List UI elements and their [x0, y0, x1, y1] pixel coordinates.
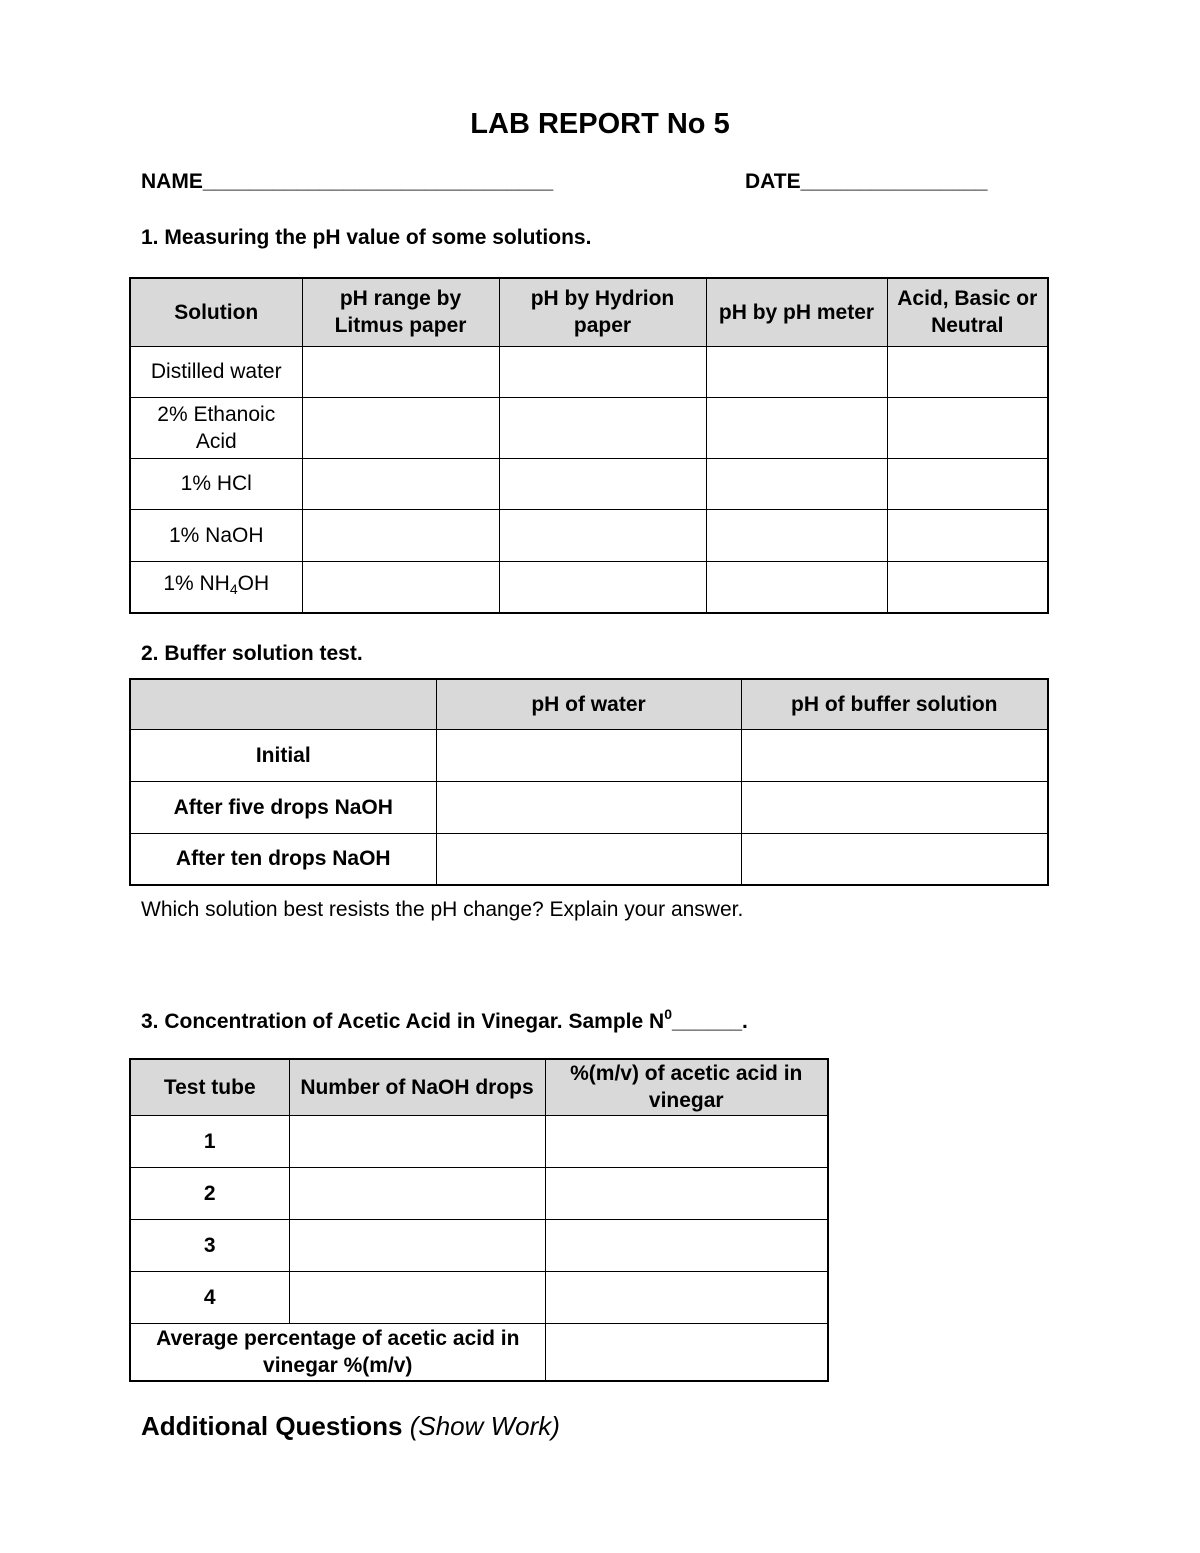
input-cell[interactable] — [302, 397, 499, 458]
row-label-nh4oh: 1% $NH_4OH$ — [130, 561, 302, 613]
col-header-ph-buffer: pH of buffer solution — [741, 679, 1048, 729]
row-label: After five drops NaOH — [130, 781, 436, 833]
input-cell[interactable] — [436, 781, 741, 833]
input-cell[interactable] — [741, 729, 1048, 781]
table-row — [130, 1167, 828, 1219]
name-label: NAME — [141, 170, 203, 193]
row-label: 3 — [130, 1219, 289, 1271]
acetic-acid-table — [129, 1058, 829, 1382]
col-header-blank — [130, 679, 436, 729]
col-header-solution: Solution — [130, 278, 302, 346]
section2-heading: 2. Buffer solution test. — [141, 642, 363, 665]
input-cell[interactable] — [706, 561, 887, 613]
input-cell[interactable] — [289, 1219, 545, 1271]
input-cell[interactable] — [499, 509, 706, 561]
input-cell[interactable] — [887, 458, 1048, 509]
table-row-average — [130, 1323, 828, 1381]
buffer-question: Which solution best resists the pH change? Explain your answer. — [141, 898, 744, 921]
show-work-note: (Show Work) — [409, 1411, 560, 1441]
input-cell[interactable] — [499, 561, 706, 613]
table-row — [130, 346, 1048, 397]
input-cell[interactable] — [302, 346, 499, 397]
date-label: DATE — [745, 170, 801, 193]
row-label: 1 — [130, 1115, 289, 1167]
input-cell[interactable] — [302, 509, 499, 561]
input-cell[interactable] — [706, 509, 887, 561]
col-header-hydrion: pH by Hydrion paper — [499, 278, 706, 346]
section1-heading: 1. Measuring the pH value of some solutions. — [141, 226, 592, 249]
input-cell[interactable] — [436, 833, 741, 885]
input-cell[interactable] — [499, 397, 706, 458]
ph-measurement-table — [129, 277, 1049, 614]
table-row — [130, 561, 1048, 613]
row-label: 2% Ethanoic Acid — [130, 397, 302, 458]
name-blank[interactable]: ______________________________ — [202, 170, 554, 193]
col-header-acid-basic: Acid, Basic or Neutral — [887, 278, 1048, 346]
input-cell[interactable] — [545, 1167, 828, 1219]
input-cell[interactable] — [545, 1115, 828, 1167]
input-cell[interactable] — [289, 1167, 545, 1219]
table-row — [130, 509, 1048, 561]
table-row — [130, 833, 1048, 885]
input-cell[interactable] — [545, 1271, 828, 1323]
table-header-row — [130, 278, 1048, 346]
input-cell[interactable] — [741, 833, 1048, 885]
input-cell[interactable] — [499, 458, 706, 509]
input-cell[interactable] — [289, 1271, 545, 1323]
table-row — [130, 397, 1048, 458]
table-row — [130, 1219, 828, 1271]
section3-heading: 3. Concentration of Acetic Acid in Vinegar. Sample $N^0\_\_\_\_\_\_$. — [141, 1006, 748, 1033]
input-cell[interactable] — [887, 397, 1048, 458]
input-cell[interactable] — [887, 346, 1048, 397]
additional-questions-heading: Additional Questions (Show Work) — [141, 1411, 560, 1441]
col-header-test-tube: Test tube — [130, 1059, 289, 1115]
date-blank[interactable]: ________________ — [800, 170, 988, 193]
col-header-ph-meter: pH by pH meter — [706, 278, 887, 346]
average-label: Average percentage of acetic acid in vinegar %(m/v) — [130, 1323, 545, 1381]
col-header-naoh-drops: Number of NaOH drops — [289, 1059, 545, 1115]
input-cell[interactable] — [706, 397, 887, 458]
input-cell[interactable] — [499, 346, 706, 397]
input-cell[interactable] — [545, 1219, 828, 1271]
row-label: Initial — [130, 729, 436, 781]
table-row — [130, 458, 1048, 509]
row-label: Distilled water — [130, 346, 302, 397]
input-cell[interactable] — [706, 458, 887, 509]
table-header-row — [130, 1059, 828, 1115]
table-row — [130, 729, 1048, 781]
input-cell[interactable] — [706, 346, 887, 397]
input-cell[interactable] — [436, 729, 741, 781]
buffer-test-table — [129, 678, 1049, 886]
row-label: 1% NaOH — [130, 509, 302, 561]
row-label: 4 — [130, 1271, 289, 1323]
date-field[interactable] — [745, 170, 987, 194]
col-header-percent-acetic: %(m/v) of acetic acid in vinegar — [545, 1059, 828, 1115]
input-cell[interactable] — [741, 781, 1048, 833]
table-row — [130, 1115, 828, 1167]
table-row — [130, 1271, 828, 1323]
table-row — [130, 781, 1048, 833]
table-header-row — [130, 679, 1048, 729]
row-label: After ten drops NaOH — [130, 833, 436, 885]
col-header-litmus: pH range by Litmus paper — [302, 278, 499, 346]
input-cell[interactable] — [302, 458, 499, 509]
input-cell[interactable] — [545, 1323, 828, 1381]
name-field[interactable] — [141, 170, 553, 194]
page-title: LAB REPORT No 5 — [470, 108, 730, 140]
input-cell[interactable] — [302, 561, 499, 613]
input-cell[interactable] — [887, 509, 1048, 561]
input-cell[interactable] — [887, 561, 1048, 613]
row-label: 2 — [130, 1167, 289, 1219]
col-header-ph-water: pH of water — [436, 679, 741, 729]
sample-number-blank[interactable]: ______. — [671, 1010, 748, 1033]
row-label: 1% HCl — [130, 458, 302, 509]
input-cell[interactable] — [289, 1115, 545, 1167]
